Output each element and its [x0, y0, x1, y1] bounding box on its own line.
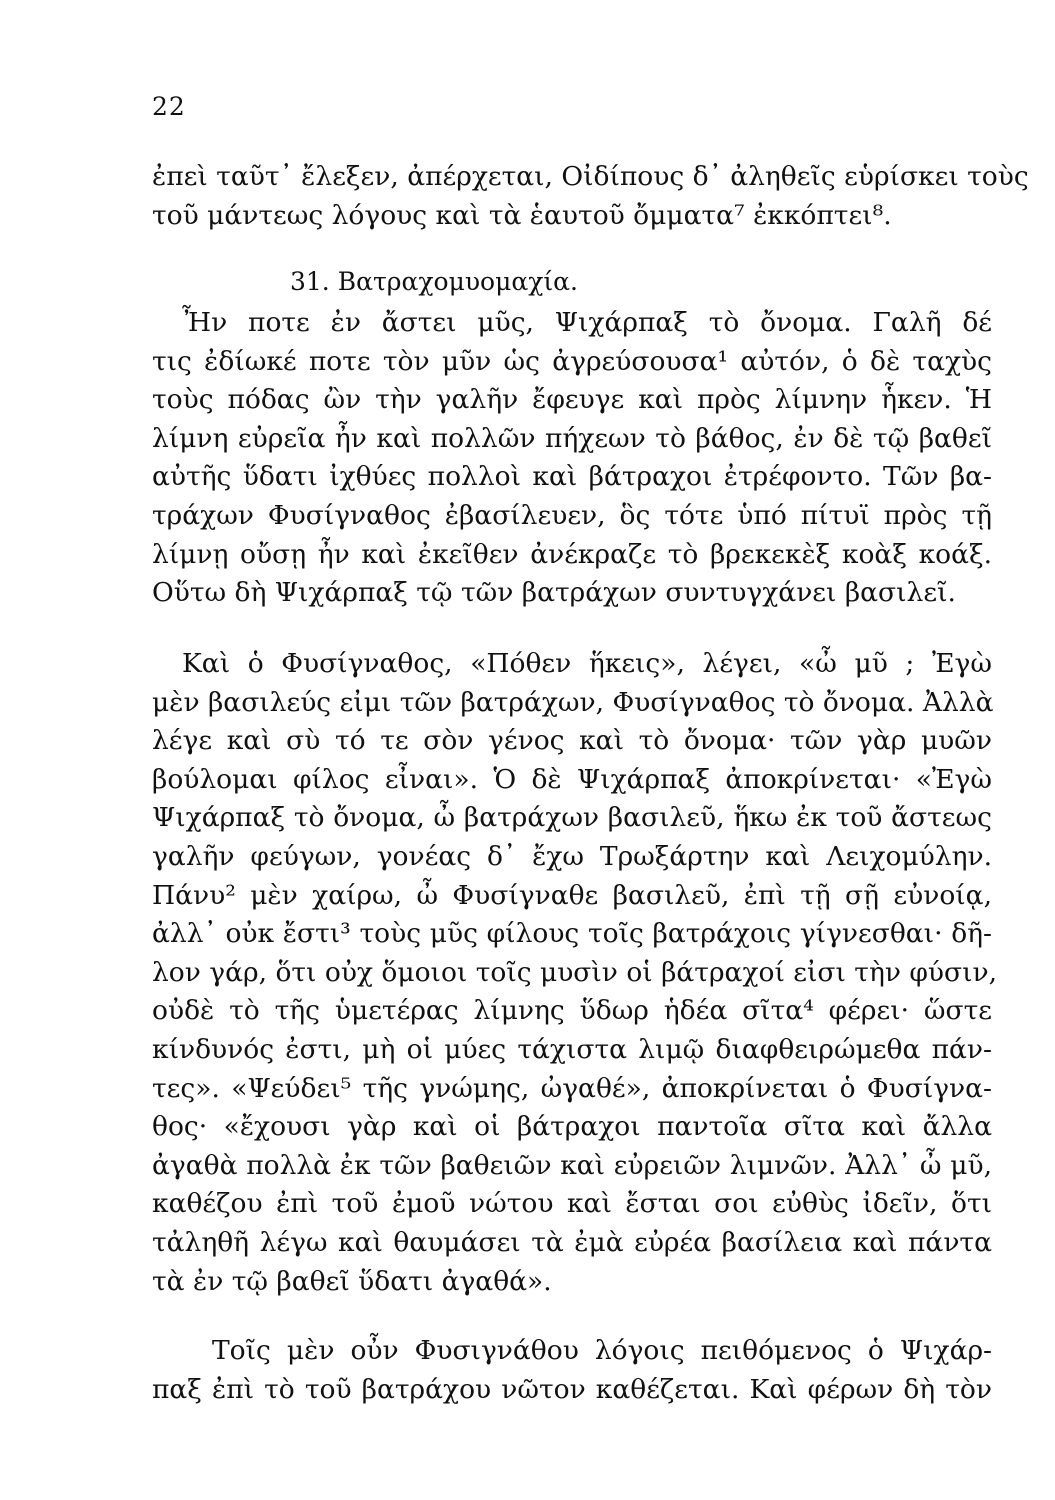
- text-line: Ἦν ποτε ἐν ἄστει μῦς, Ψιχάρπαξ τὸ ὄνομα. Γαλῆ δέ: [182, 307, 992, 338]
- text-line: λέγε καὶ σὺ τό τε σὸν γένος καὶ τὸ ὄνομα· τῶν γὰρ μυῶν: [152, 725, 992, 757]
- text-line: τἀληθῆ λέγω καὶ θαυμάσει τὰ ἐμὰ εὐρέα βασίλεια καὶ πάντα: [152, 1226, 992, 1258]
- text-line: Τοῖς μὲν οὖν Φυσιγνάθου λόγοις πειθόμενος ὁ Ψιχάρ-: [212, 1335, 992, 1366]
- text-line: Καὶ ὁ Φυσίγναθος, «Πόθεν ἥκεις», λέγει, «ὦ μῦ ; Ἐγὼ: [182, 648, 992, 679]
- text-line: Οὕτω δὴ Ψιχάρπαξ τῷ τῶν βατράχων συντυγχάνει βασιλεῖ.: [152, 577, 956, 609]
- text-line: βούλομαι φίλος εἶναι». Ὁ δὲ Ψιχάρπαξ ἀποκρίνεται· «Ἐγὼ: [152, 763, 992, 795]
- text-line: λίμνη εὐρεῖα ἦν καὶ πολλῶν πήχεων τὸ βάθος, ἐν δὲ τῷ βαθεῖ: [152, 422, 992, 454]
- text-line: τράχων Φυσίγναθος ἐβασίλευεν, ὃς τότε ὑπό πίτυϊ πρὸς τῇ: [152, 499, 992, 531]
- text-line: λίμνῃ οὔσῃ ἦν καὶ ἐκεῖθεν ἀνέκραζε τὸ βρεκεκὲξ κοὰξ κοάξ.: [152, 538, 992, 570]
- text-line: λον γάρ, ὅτι οὐχ ὅμοιοι τοῖς μυσὶν οἱ βάτραχοί εἰσι τὴν φύσιν,: [152, 956, 998, 988]
- text-line: παξ ἐπὶ τὸ τοῦ βατράχου νῶτον καθέζεται. Καὶ φέρων δὴ τὸν: [152, 1373, 992, 1405]
- paragraph-3: [152, 1332, 992, 1409]
- text-line: αὐτῆς ὕδατι ἰχθύες πολλοὶ καὶ βάτραχοι ἐτρέφοντο. Τῶν βα-: [152, 461, 992, 493]
- text-line: τοὺς πόδας ὢν τὴν γαλῆν ἔφευγε καὶ πρὸς λίμνην ἧκεν. Ἡ: [152, 384, 992, 416]
- text-line: ἐπεὶ ταῦτ᾽ ἔλεξεν, ἀπέρχεται, Οἰδίπους δ᾽ ἀληθεῖς εὑρίσκει τοὺς: [152, 161, 1029, 192]
- text-line: οὐδὲ τὸ τῆς ὑμετέρας λίμνης ὕδωρ ἡδέα σῖτα⁴ φέρει· ὥστε: [152, 995, 992, 1027]
- text-line: Πάνυ² μὲν χαίρω, ὦ Φυσίγναθε βασιλεῦ, ἐπὶ τῇ σῇ εὐνοίᾳ,: [152, 879, 992, 911]
- text-line: τις ἐδίωκέ ποτε τὸν μῦν ὡς ἀγρεύσουσα¹ αὐτόν, ὁ δὲ ταχὺς: [152, 345, 992, 377]
- section-heading: 31. Βατραχομυομαχία.: [290, 267, 578, 296]
- text-line: Ψιχάρπαξ τὸ ὄνομα, ὦ βατράχων βασιλεῦ, ἥκω ἐκ τοῦ ἄστεως: [152, 802, 992, 834]
- paragraph-2: [152, 645, 998, 1301]
- text-line: μὲν βασιλεύς εἰμι τῶν βατράχων, Φυσίγναθος τὸ ὄνομα. Ἀλλὰ: [152, 686, 994, 718]
- text-line: τοῦ μάντεως λόγους καὶ τὰ ἑαυτοῦ ὄμματα⁷ ἐκκόπτει⁸.: [152, 199, 892, 231]
- text-line: γαλῆν φεύγων, γονέας δ᾽ ἔχω Τρωξάρτην καὶ Λειχομύλην.: [152, 840, 992, 872]
- text-line: τες». «Ψεύδει⁵ τῆς γνώμης, ὠγαθέ», ἀποκρίνεται ὁ Φυσίγνα-: [152, 1072, 992, 1104]
- paragraph-1: [152, 304, 992, 613]
- text-line: καθέζου ἐπὶ τοῦ ἐμοῦ νώτου καὶ ἔσται σοι εὐθὺς ἰδεῖν, ὅτι: [152, 1188, 992, 1220]
- text-line: ἀγαθὰ πολλὰ ἐκ τῶν βαθειῶν καὶ εὐρειῶν λιμνῶν. Ἀλλ᾽ ὦ μῦ,: [152, 1149, 992, 1181]
- text-line: θος· «ἔχουσι γὰρ καὶ οἱ βάτραχοι παντοῖα σῖτα καὶ ἄλλα: [152, 1111, 992, 1143]
- page-number: 22: [152, 92, 186, 121]
- text-line: κίνδυνός ἐστι, μὴ οἱ μύες τάχιστα λιμῷ διαφθειρώμεθα πάν-: [152, 1033, 992, 1065]
- text-line: ἀλλ᾽ οὐκ ἔστι³ τοὺς μῦς φίλους τοῖς βατράχοις γίγνεσθαι· δῆ-: [152, 918, 992, 950]
- text-line: τὰ ἐν τῷ βαθεῖ ὕδατι ἀγαθά».: [152, 1265, 552, 1297]
- intro-text: [152, 158, 1029, 235]
